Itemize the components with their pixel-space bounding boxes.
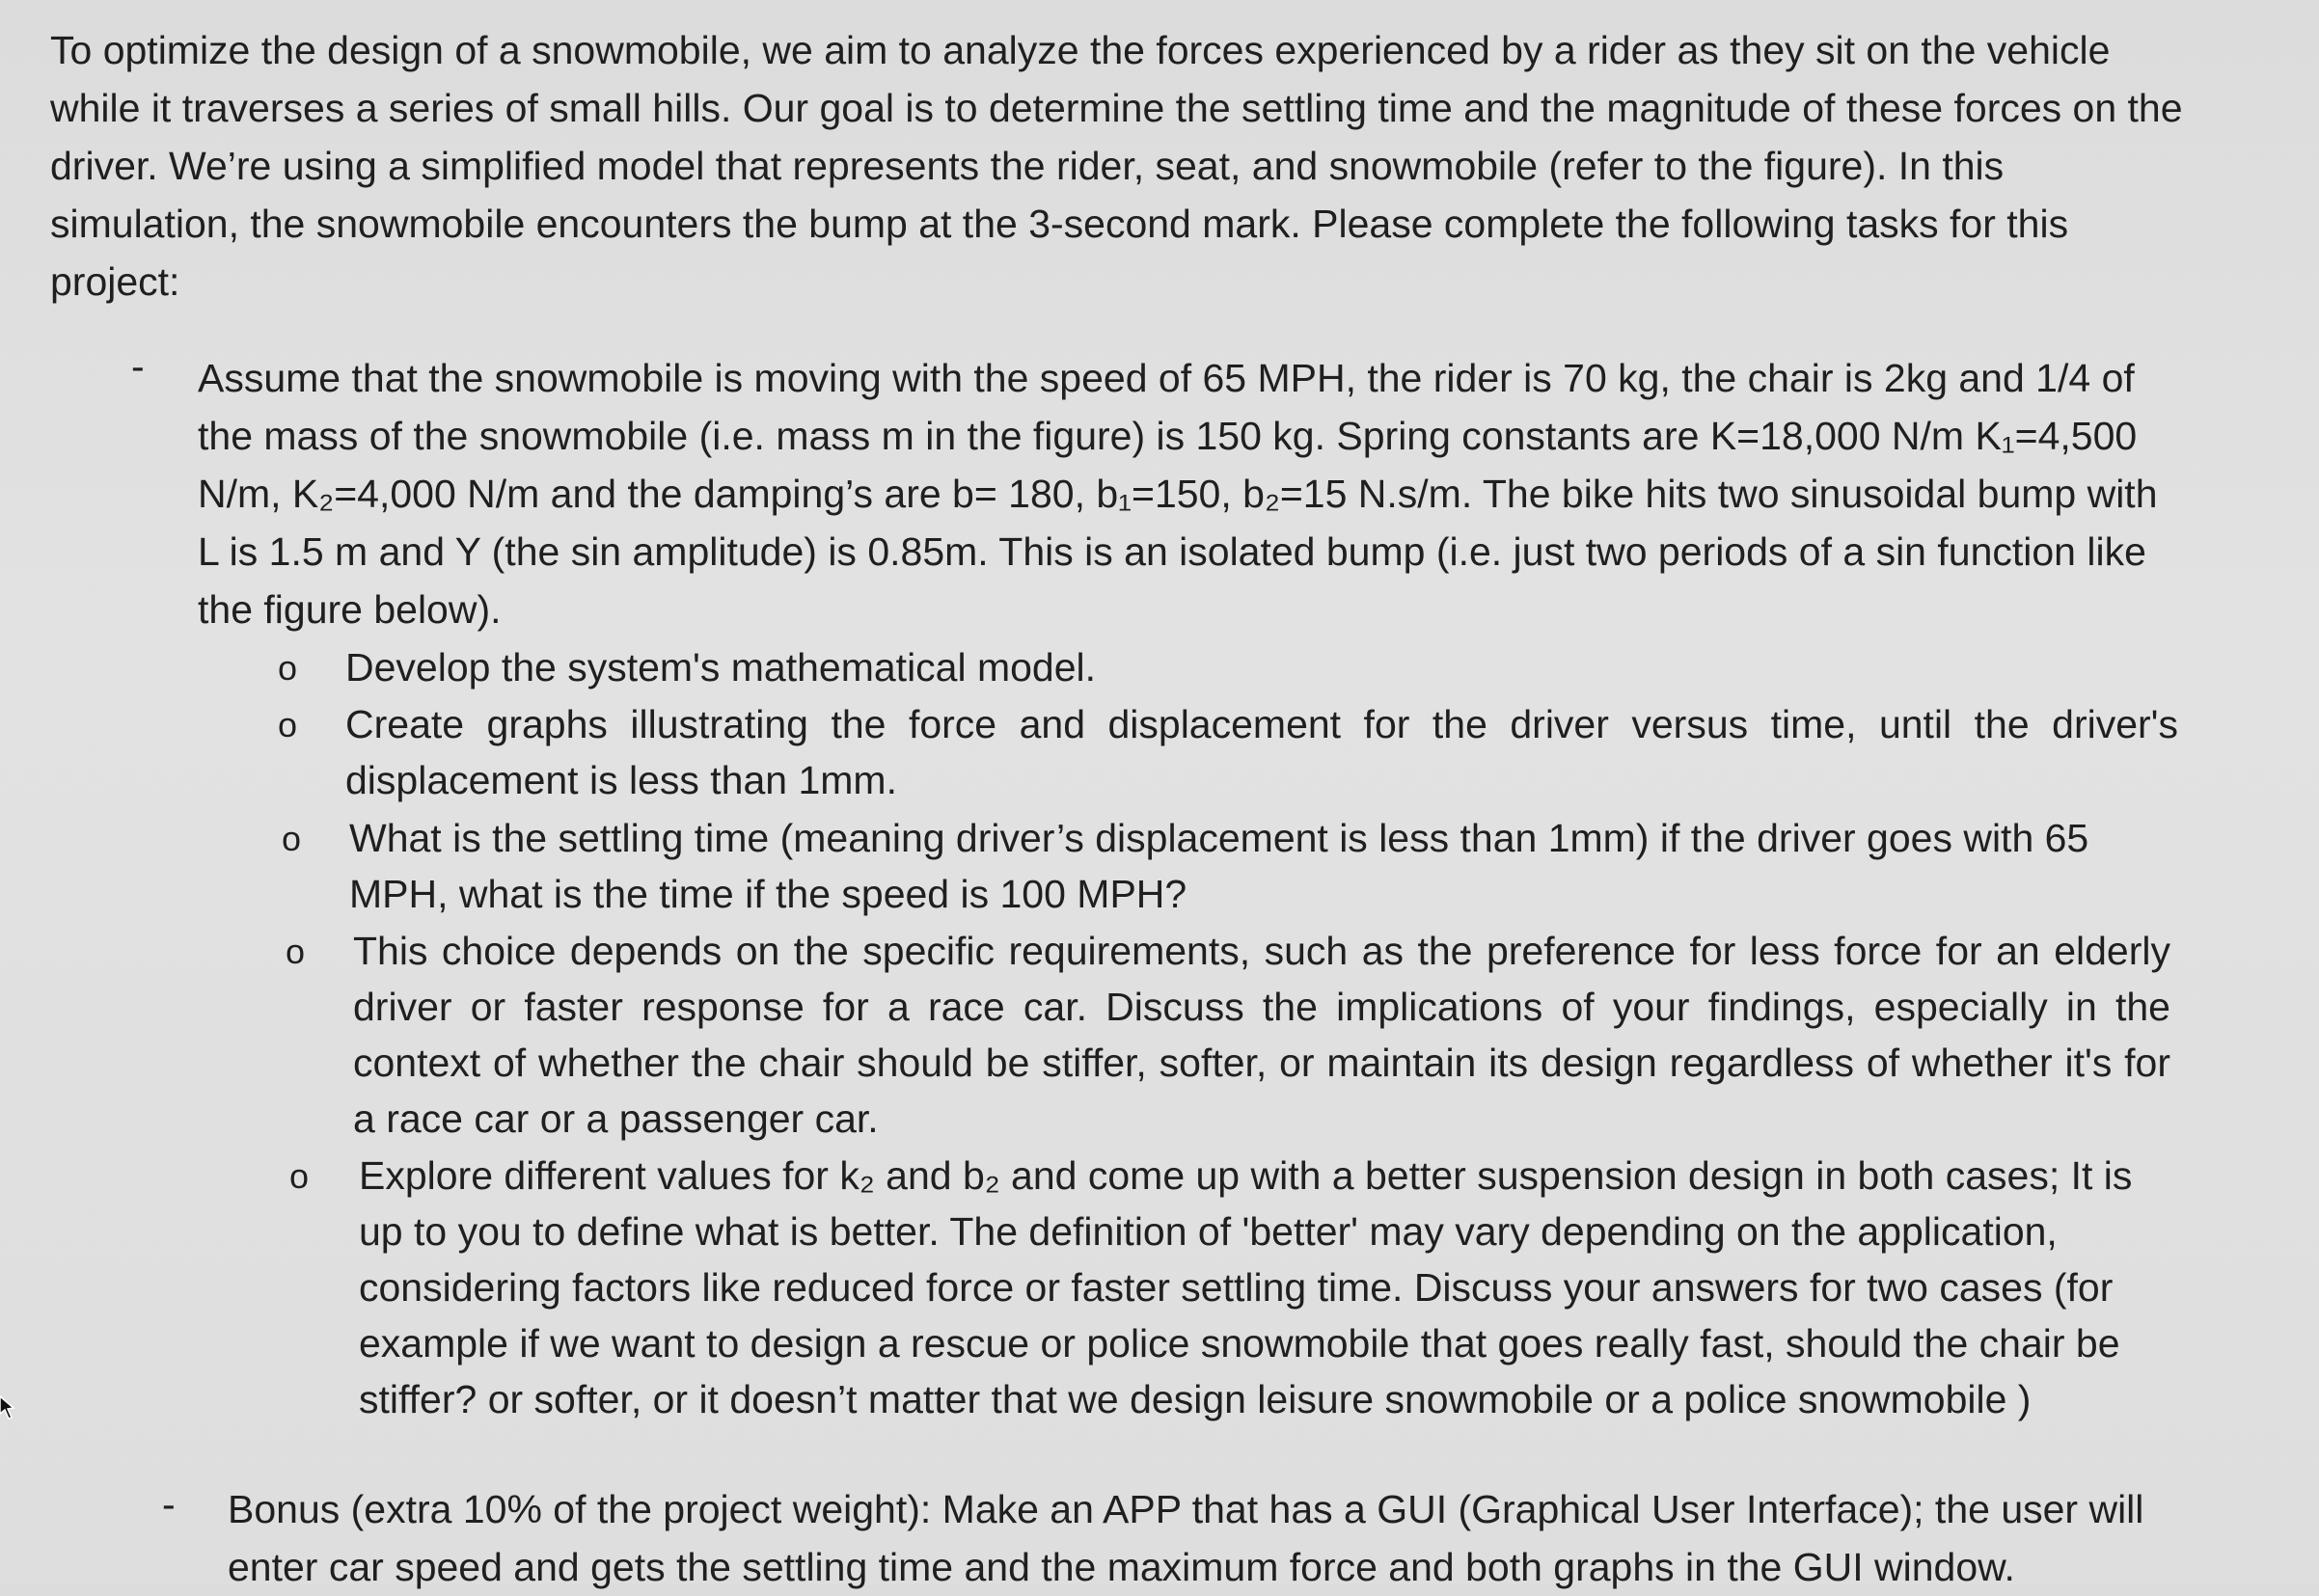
sub-bullet-marker: o — [289, 1156, 310, 1196]
bullet-dash-bonus: - — [162, 1482, 176, 1527]
mouse-cursor-icon — [0, 1394, 21, 1421]
sub-item-graphs: Create graphs illustrating the force and displacement for the driver versus time, until the driver's displacement is less than 1mm. — [345, 702, 2178, 802]
sub-item-implications: This choice depends on the specific requirements, such as the preference for less force for an elderly driver or faster response for a race car. Discuss the implications of your findings, especially in the context of whether the chair should be stiffer, softer, or maintain its design regardless of whether it's for a race car or a passenger car. — [353, 929, 2170, 1141]
sub-bullet-marker: o — [278, 648, 298, 688]
intro-paragraph: To optimize the design of a snowmobile, we aim to analyze the forces experienced by a rider as they sit on the vehicle while it traverses a series of small hills. Our goal is to determine the settling time and the magnitude of these forces on the driver. We’re using a simplified model that represents the rider, seat, and snowmobile (refer to the figure). In this simulation, the snowmobile encounters the bump at the 3-second mark. Please complete the following tasks for this project: — [50, 28, 2183, 304]
sub-bullet-marker: o — [282, 819, 302, 858]
sub-bullet-marker: o — [278, 705, 298, 744]
sub-bullet-marker: o — [286, 932, 306, 971]
bullet-dash-main: - — [131, 344, 145, 389]
sub-item-explore-design: Explore different values for k₂ and b₂ and come up with a better suspension design in both cases; It is up to you to define what is better. The definition of 'better' may vary depending on the application, considering factors like reduced force or faster settling time. Discuss your answers for two cases (for example if we want to design a rescue or police snowmobile that goes really fast, should the chair be stiffer? or softer, or it doesn’t matter that we design leisure snowmobile or a police snowmobile ) — [359, 1153, 2133, 1421]
sub-item-model: Develop the system's mathematical model. — [345, 645, 1097, 690]
main-bullet-paragraph: Assume that the snowmobile is moving with the speed of 65 MPH, the rider is 70 kg, the chair is 2kg and 1/4 of the mass of the snowmobile (i.e. mass m in the figure) is 150 kg. Spring constants are K=18,000 N/m K₁=4,500 N/m, K₂=4,000 N/m and the damping’s are b= 180, b₁=150, b₂=15 N.s/m. The bike hits two sinusoidal bump with L is 1.5 m and Y (the sin amplitude) is 0.85m. This is an isolated bump (i.e. just two periods of a sin function like the figure below). — [198, 356, 2158, 632]
bonus-paragraph: Bonus (extra 10% of the project weight): Make an APP that has a GUI (Graphical User Interface); the user will enter car speed and gets the settling time and the maximum force and both graphs in the GUI window. — [228, 1487, 2144, 1589]
sub-item-settling-time: What is the settling time (meaning driver’s displacement is less than 1mm) if the driver goes with 65 MPH, what is the time if the speed is 100 MPH? — [349, 816, 2089, 916]
